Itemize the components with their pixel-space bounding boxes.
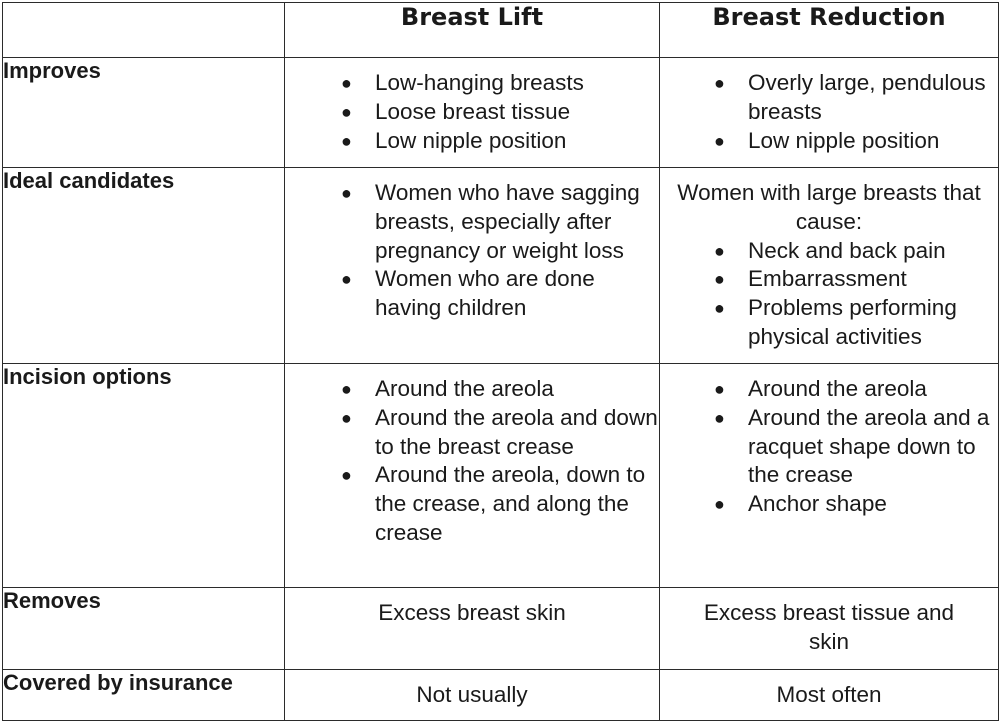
insurance-lift-cell	[285, 670, 660, 721]
improves-reduction-cell	[660, 58, 999, 168]
corner-cell	[3, 3, 285, 58]
bullet-icon: ●	[341, 269, 352, 290]
row-label-covered-by-insurance: Covered by insurance	[3, 670, 285, 721]
bullet-icon: ●	[341, 407, 352, 428]
column-header-breast-reduction: Breast Reduction	[660, 3, 999, 58]
row-ideal-candidates	[3, 168, 999, 364]
list-item: ● Around the areola	[375, 375, 659, 404]
list-item: ● Low-hanging breasts	[375, 69, 659, 98]
header-row	[3, 3, 999, 58]
bullet-icon: ●	[714, 298, 725, 319]
incision-options-lift-cell	[285, 364, 660, 588]
removes-reduction-cell	[660, 588, 999, 670]
bullet-icon: ●	[714, 130, 725, 151]
list-item: ● Around the areola and down to the breast crease	[341, 404, 658, 459]
reduction-intro-text: Women with large breasts that cause:	[677, 180, 981, 234]
bullet-icon: ●	[341, 379, 352, 399]
insurance-lift-text: Not usually	[416, 682, 528, 707]
list-item: ● Neck and back pain	[748, 237, 998, 266]
bullet-icon: ●	[714, 379, 725, 399]
list-item: ● Loose breast tissue	[375, 98, 659, 127]
row-covered-by-insurance	[3, 670, 999, 721]
incision-options-reduction-cell	[660, 364, 999, 588]
bullet-icon: ●	[714, 73, 725, 93]
row-incision-options	[3, 364, 999, 588]
list-item: ● Women who have sagging breasts, especially after pregnancy or weight loss	[341, 180, 640, 263]
bullet-icon: ●	[714, 407, 725, 428]
bullet-icon: ●	[714, 269, 725, 290]
bullet-icon: ●	[341, 130, 352, 151]
row-label-improves: Improves	[3, 58, 285, 168]
column-header-breast-lift: Breast Lift	[285, 3, 660, 58]
row-label-ideal-candidates: Ideal candidates	[3, 168, 285, 364]
comparison-table	[2, 2, 999, 721]
row-label-removes: Removes	[3, 588, 285, 670]
list-item: ● Around the areola, down to the crease, and along the crease	[341, 462, 646, 545]
ideal-candidates-lift-cell	[285, 168, 660, 364]
ideal-candidates-reduction-cell	[660, 168, 999, 364]
list-item: ● Women who are done having children	[341, 266, 595, 321]
row-improves	[3, 58, 999, 168]
list-item: ● Anchor shape	[748, 490, 998, 519]
bullet-icon: ●	[341, 73, 352, 93]
removes-lift-text: Excess breast skin	[378, 600, 566, 625]
bullet-icon: ●	[341, 101, 352, 122]
removes-reduction-text: Excess breast tissue and skin	[703, 600, 955, 654]
list-item: ● Around the areola	[748, 375, 998, 404]
list-item: ● Overly large, pendulous breasts	[714, 70, 986, 124]
bullet-icon: ●	[341, 465, 352, 486]
row-removes	[3, 588, 999, 670]
row-label-incision-options: Incision options	[3, 364, 285, 588]
bullet-icon: ●	[714, 494, 725, 515]
list-item: ● Around the areola and a racquet shape down to the crease	[714, 404, 990, 488]
improves-lift-cell	[285, 58, 660, 168]
list-item: ● Embarrassment	[748, 265, 998, 294]
list-item: ● Low nipple position	[375, 127, 659, 156]
removes-lift-cell	[285, 588, 660, 670]
bullet-icon: ●	[714, 240, 725, 261]
insurance-reduction-cell	[660, 670, 999, 721]
bullet-icon: ●	[341, 183, 352, 203]
list-item: ● Problems performing physical activities	[714, 295, 957, 349]
list-item: ● Low nipple position	[748, 127, 998, 156]
insurance-reduction-text: Most often	[776, 682, 882, 707]
